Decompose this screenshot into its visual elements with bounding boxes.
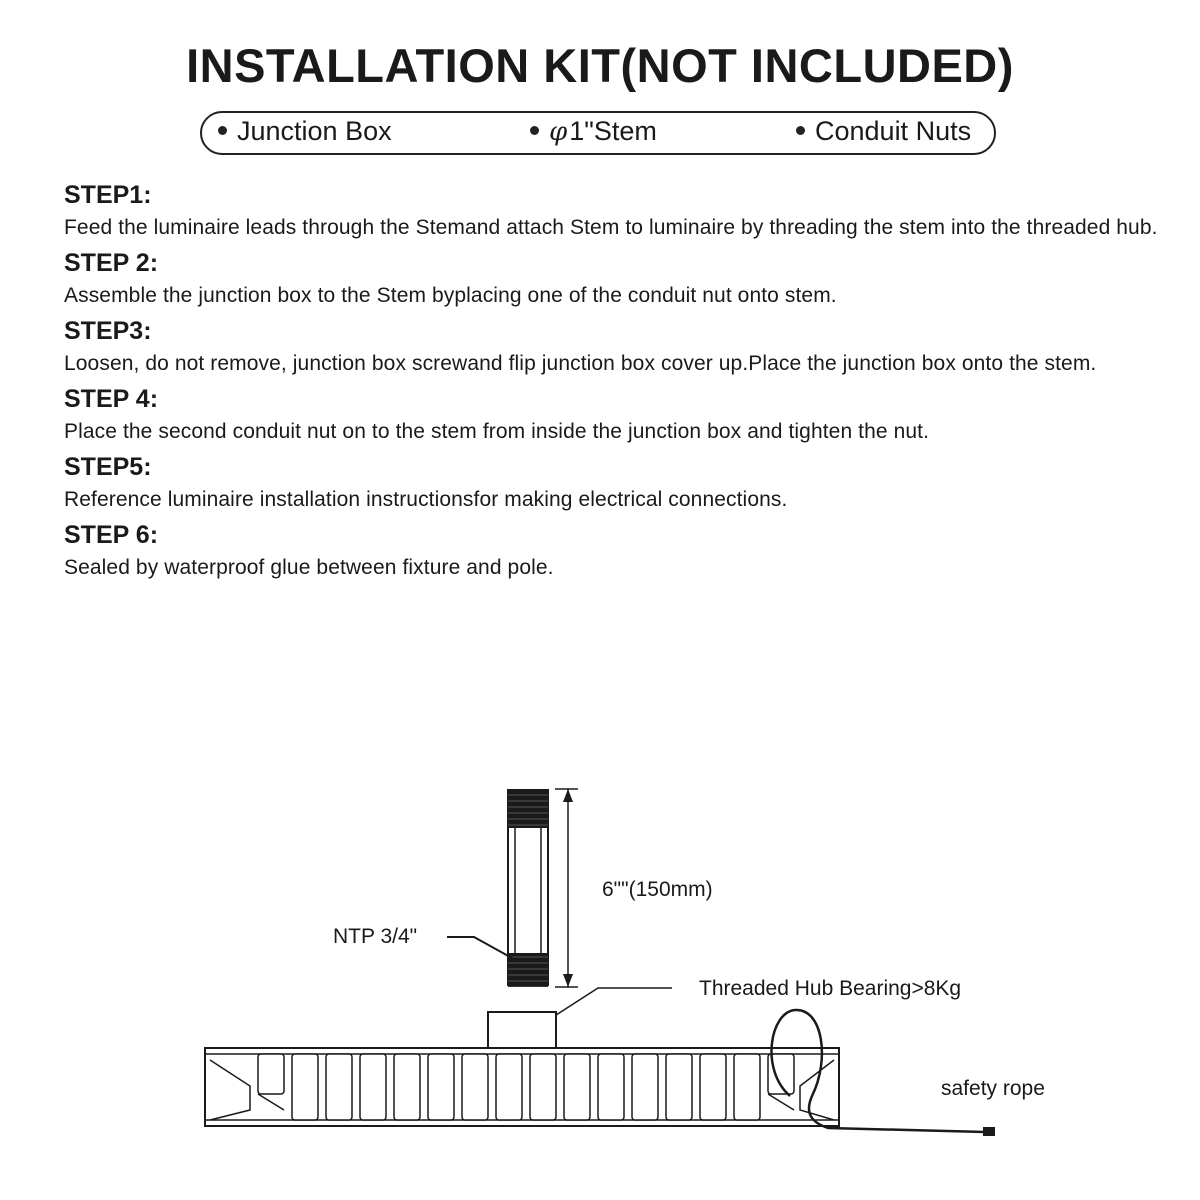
step-text: Loosen, do not remove, junction box screwand flip junction box cover up.Place the junction box onto the stem. <box>64 352 1097 375</box>
step-title: STEP 2: <box>64 249 159 277</box>
bullet-icon <box>796 126 805 135</box>
bottom-thread <box>508 953 548 987</box>
page-title: INSTALLATION KIT(NOT INCLUDED) <box>186 39 1014 92</box>
step-text: Feed the luminaire leads through the Stemand attach Stem to luminaire by threading the stem into the threaded hub. <box>64 216 1158 239</box>
hub-leader-line <box>553 988 672 1017</box>
step-text: Assemble the junction box to the Stem byplacing one of the conduit nut onto stem. <box>64 284 837 307</box>
top-thread <box>508 790 548 828</box>
dimension-line <box>555 789 578 987</box>
step-title: STEP1: <box>64 181 152 209</box>
safety-rope-label: safety rope <box>941 1077 1045 1100</box>
stem-length-label: 6""(150mm) <box>602 878 713 901</box>
kit-item-label: 1"Stem <box>569 116 657 146</box>
step <box>64 314 1164 380</box>
step-title: STEP5: <box>64 453 152 481</box>
kit-item-label: Junction Box <box>237 116 392 146</box>
kit-item-junction-box <box>218 116 392 147</box>
step <box>64 518 1164 584</box>
installation-steps <box>64 178 1164 586</box>
hub-label: Threaded Hub Bearing>8Kg <box>699 977 962 1000</box>
bullet-icon <box>530 126 539 135</box>
kit-item-label: Conduit Nuts <box>815 116 972 146</box>
step <box>64 382 1164 448</box>
kit-item-conduit-nuts <box>796 116 971 147</box>
step <box>64 246 1164 312</box>
thread-leader-line <box>447 937 512 958</box>
diameter-symbol: φ <box>549 117 568 147</box>
kit-item-stem <box>530 116 657 147</box>
luminaire-body <box>205 1048 839 1126</box>
step-text: Sealed by waterproof glue between fixture and pole. <box>64 556 554 579</box>
thread-spec-label: NTP 3/4" <box>333 925 418 948</box>
bullet-icon <box>218 126 227 135</box>
stem <box>508 790 548 987</box>
step-title: STEP 4: <box>64 385 159 413</box>
step-text: Reference luminaire installation instructionsfor making electrical connections. <box>64 488 788 511</box>
threaded-hub <box>488 1012 556 1049</box>
installation-kit-list <box>200 111 996 155</box>
step-text: Place the second conduit nut on to the stem from inside the junction box and tighten the nut. <box>64 420 930 443</box>
step <box>64 450 1164 516</box>
step-title: STEP 6: <box>64 521 159 549</box>
step-title: STEP3: <box>64 317 152 345</box>
step <box>64 178 1164 244</box>
installation-diagram <box>0 760 1200 1180</box>
